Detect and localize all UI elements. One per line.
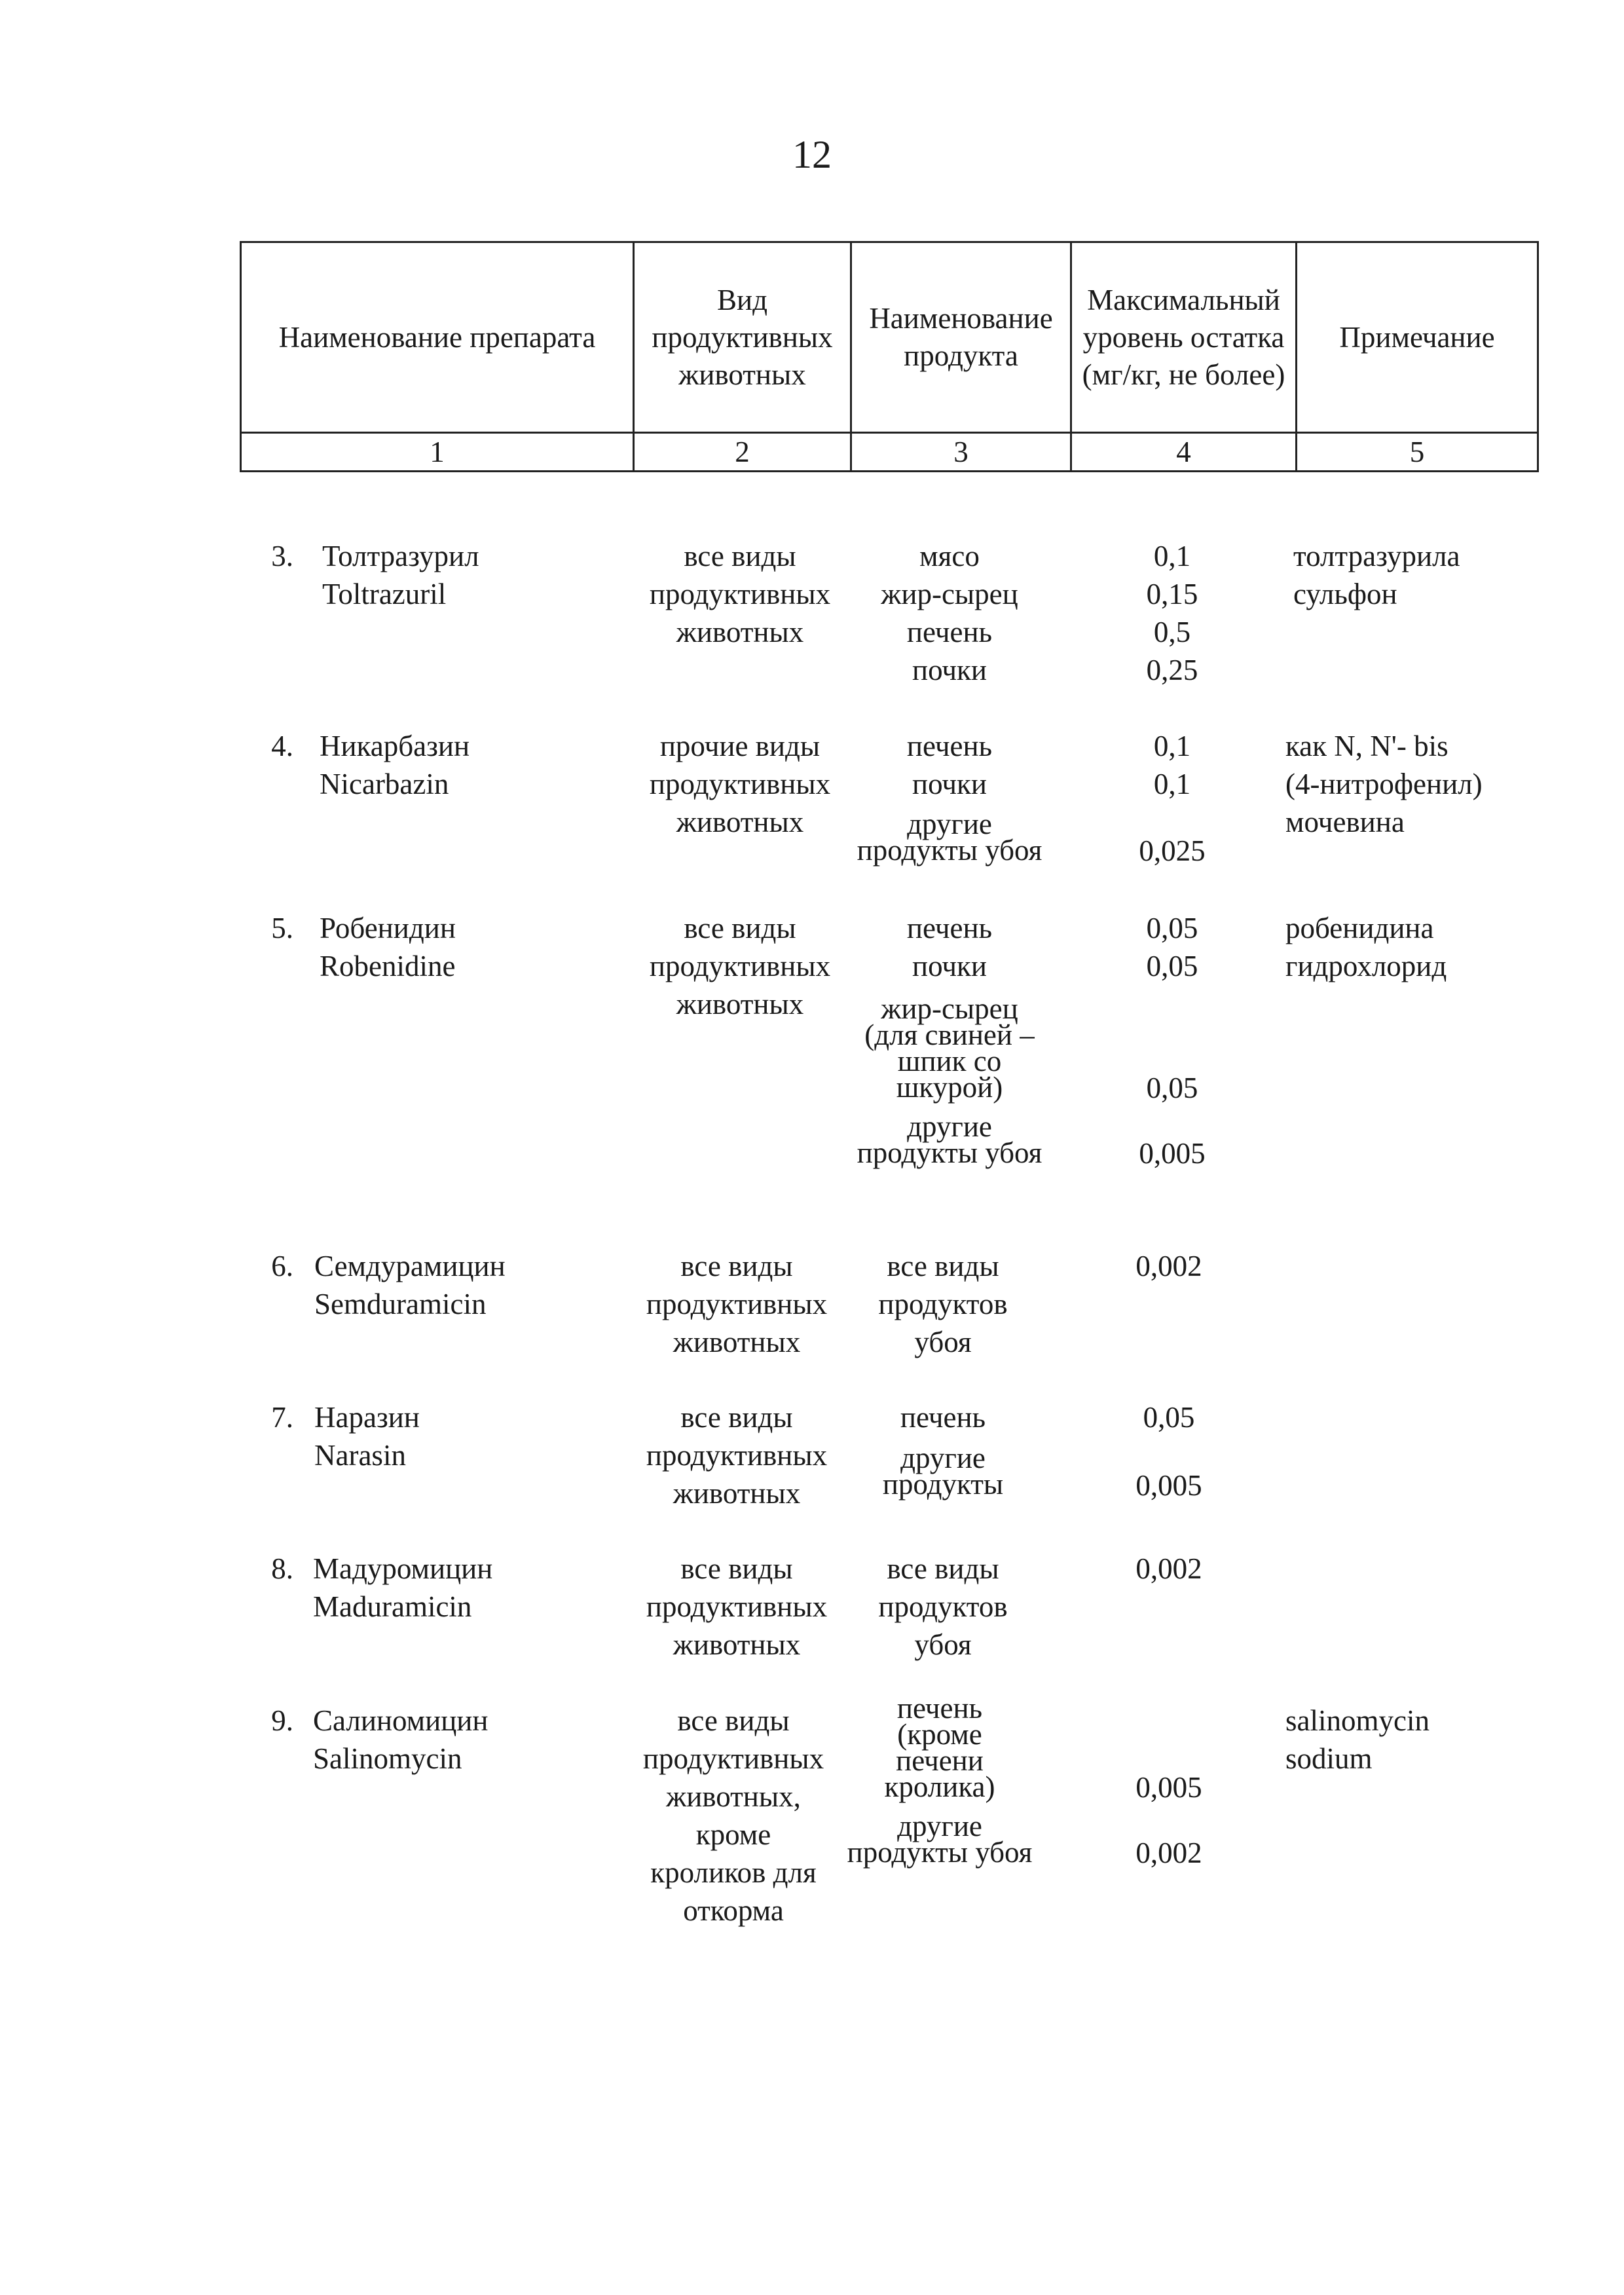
- species-line: продуктивных: [649, 578, 831, 610]
- drug-name-en: Maduramicin: [313, 1590, 472, 1623]
- species-line: животных: [673, 1326, 801, 1358]
- note-line: (4-нитрофенил): [1285, 768, 1483, 800]
- row-number: 4.: [271, 730, 293, 762]
- residue-value: 0,005: [1135, 1771, 1202, 1804]
- row-number: 9.: [271, 1704, 293, 1737]
- residue-value: 0,5: [1153, 616, 1191, 648]
- residue-value: 0,002: [1135, 1837, 1202, 1869]
- species-line: животных: [676, 806, 804, 838]
- drug-name-en: Robenidine: [320, 950, 456, 982]
- product-line: другие: [907, 1110, 992, 1143]
- residue-value: 0,1: [1153, 768, 1191, 800]
- product-line: печень: [900, 1401, 986, 1434]
- row-number: 6.: [271, 1250, 293, 1282]
- note-line: мочевина: [1285, 806, 1405, 838]
- column-header-max-residue-level: Максимальный уровень остатка (мг/кг, не более): [1071, 242, 1297, 433]
- species-line: продуктивных: [646, 1590, 828, 1623]
- column-number-row: [241, 433, 1538, 472]
- drug-name-en: Salinomycin: [313, 1742, 462, 1775]
- product-line: убоя: [914, 1628, 972, 1661]
- species-line: все виды: [677, 1704, 790, 1737]
- column-header-drug-name: Наименование препарата: [241, 242, 634, 433]
- residue-value: 0,25: [1146, 654, 1198, 686]
- product-line: жир-сырец: [881, 578, 1018, 610]
- product-line: продукты убоя: [857, 1136, 1043, 1169]
- species-line: все виды: [680, 1250, 793, 1282]
- column-header-note: Примечание: [1297, 242, 1538, 433]
- row-number: 3.: [271, 540, 293, 572]
- product-line: печень: [906, 912, 993, 944]
- column-number: 3: [851, 433, 1071, 472]
- drug-name-ru: Мадуромицин: [313, 1552, 493, 1585]
- column-number: 2: [634, 433, 851, 472]
- species-line: прочие виды: [659, 730, 821, 762]
- species-line: животных: [676, 988, 804, 1020]
- residue-value: 0,05: [1146, 912, 1198, 944]
- residue-value: 0,002: [1135, 1552, 1202, 1585]
- drug-name-ru: Толтразурил: [322, 540, 479, 572]
- header-table: [240, 241, 1539, 472]
- species-line: все виды: [684, 912, 796, 944]
- species-line: животных,: [666, 1780, 801, 1813]
- product-line: мясо: [919, 540, 980, 572]
- product-line: все виды: [887, 1250, 999, 1282]
- row-number: 8.: [271, 1552, 293, 1585]
- product-line: печень: [896, 1692, 983, 1725]
- note-line: толтразурила: [1293, 540, 1460, 572]
- product-line: все виды: [887, 1552, 999, 1585]
- residue-value: 0,15: [1146, 578, 1198, 610]
- species-line: животных: [676, 616, 804, 648]
- column-number: 4: [1071, 433, 1297, 472]
- note-line: робенидина: [1285, 912, 1434, 944]
- product-line: продуктов: [878, 1590, 1008, 1623]
- column-number: 5: [1297, 433, 1538, 472]
- residue-value: 0,002: [1135, 1250, 1202, 1282]
- species-line: продуктивных: [646, 1439, 828, 1472]
- drug-name-ru: Семдурамицин: [314, 1250, 506, 1282]
- product-line: печени: [896, 1744, 984, 1777]
- residue-value: 0,05: [1146, 1072, 1198, 1104]
- drug-name-ru: Салиномицин: [313, 1704, 489, 1737]
- residue-value: 0,025: [1139, 834, 1206, 867]
- product-line: другие: [900, 1442, 986, 1474]
- product-line: (кроме: [897, 1718, 982, 1751]
- species-line: все виды: [684, 540, 796, 572]
- residue-value: 0,1: [1153, 730, 1191, 762]
- product-line: другие: [907, 808, 992, 840]
- product-line: продукты: [882, 1468, 1004, 1501]
- note-line: sodium: [1285, 1742, 1373, 1775]
- row-number: 5.: [271, 912, 293, 944]
- row-number: 7.: [271, 1401, 293, 1434]
- species-line: кроме: [695, 1818, 771, 1851]
- species-line: откорма: [683, 1894, 784, 1927]
- product-line: продукты убоя: [847, 1836, 1033, 1869]
- product-line: убоя: [914, 1326, 972, 1358]
- drug-name-ru: Никарбазин: [320, 730, 470, 762]
- note-line: как N, N'- bis: [1285, 730, 1449, 762]
- drug-name-en: Narasin: [314, 1439, 406, 1472]
- product-line: почки: [912, 768, 987, 800]
- drug-name-en: Nicarbazin: [320, 768, 449, 800]
- species-line: продуктивных: [646, 1288, 828, 1320]
- drug-name-ru: Наразин: [314, 1401, 420, 1434]
- note-line: гидрохлорид: [1285, 950, 1447, 982]
- residue-value: 0,005: [1139, 1137, 1206, 1170]
- residue-value: 0,005: [1135, 1469, 1202, 1502]
- note-line: salinomycin: [1285, 1704, 1430, 1737]
- drug-name-en: Semduramicin: [314, 1288, 487, 1320]
- species-line: животных: [673, 1477, 801, 1510]
- species-line: все виды: [680, 1401, 793, 1434]
- species-line: продуктивных: [642, 1742, 824, 1775]
- drug-name-ru: Робенидин: [320, 912, 456, 944]
- residue-value: 0,05: [1146, 950, 1198, 982]
- species-line: продуктивных: [649, 950, 831, 982]
- note-line: сульфон: [1293, 578, 1397, 610]
- product-line: шпик со: [897, 1045, 1002, 1077]
- product-line: другие: [897, 1810, 982, 1842]
- species-line: продуктивных: [649, 768, 831, 800]
- product-line: шкурой): [896, 1071, 1003, 1104]
- residue-value: 0,1: [1153, 540, 1191, 572]
- residue-value: 0,05: [1143, 1401, 1195, 1434]
- drug-name-en: Toltrazuril: [322, 578, 447, 610]
- header-row: [241, 242, 1538, 433]
- species-line: все виды: [680, 1552, 793, 1585]
- column-number: 1: [241, 433, 634, 472]
- product-line: кролика): [884, 1770, 995, 1803]
- column-header-animal-species: Вид продуктивных животных: [634, 242, 851, 433]
- species-line: кроликов для: [650, 1856, 817, 1889]
- product-line: печень: [906, 730, 993, 762]
- product-line: печень: [906, 616, 993, 648]
- page-number: 12: [792, 133, 832, 176]
- species-line: животных: [673, 1628, 801, 1661]
- column-header-product-name: Наименование продукта: [851, 242, 1071, 433]
- product-line: (для свиней –: [864, 1018, 1035, 1051]
- product-line: почки: [912, 654, 987, 686]
- product-line: продуктов: [878, 1288, 1008, 1320]
- product-line: жир-сырец: [881, 992, 1018, 1025]
- product-line: продукты убоя: [857, 834, 1043, 867]
- product-line: почки: [912, 950, 987, 982]
